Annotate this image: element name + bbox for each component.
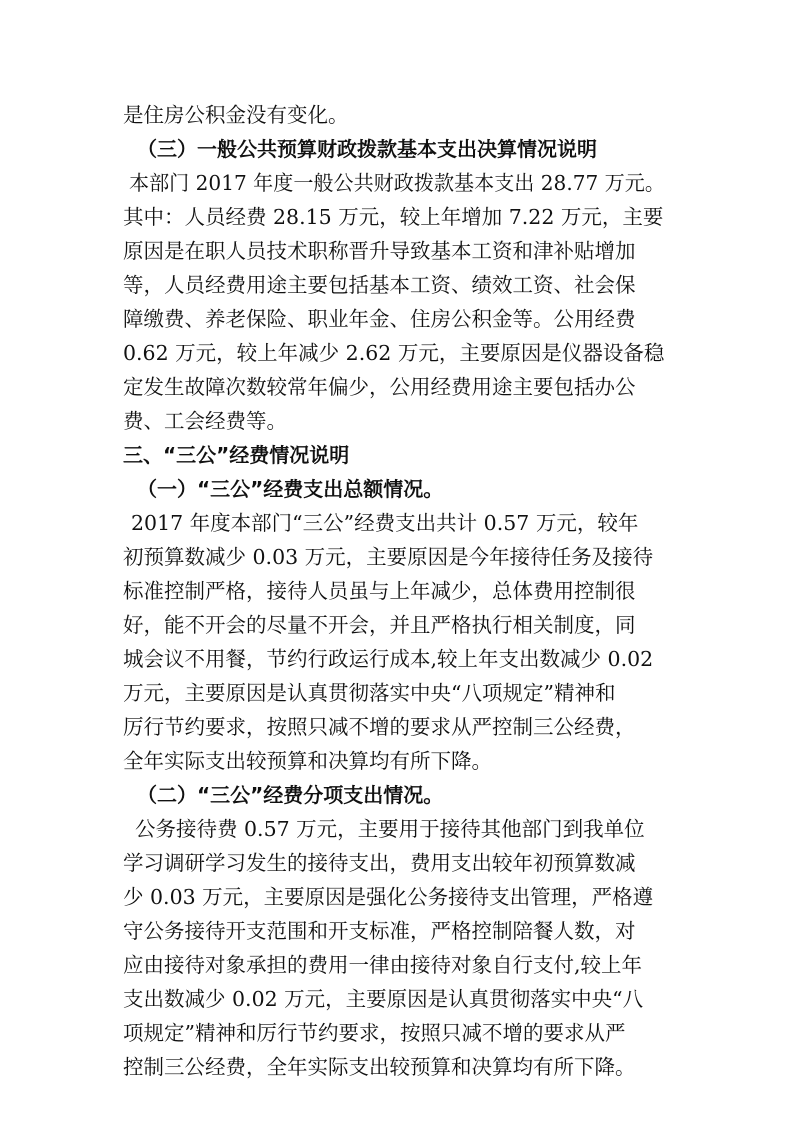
paragraph-line: 应由接待对象承担的费用一律由接待对象自行支付,较上年	[123, 953, 643, 977]
paragraph-line: 全年实际支出较预算和决算均有所下降。	[123, 749, 492, 773]
paragraph-line: 等，人员经费用途主要包括基本工资、绩效工资、社会保	[123, 273, 636, 297]
subsection-heading: （二）“三公”经费分项支出情况。	[137, 783, 444, 807]
paragraph-line: 初预算数减少 0.03 万元，主要原因是今年接待任务及接待	[123, 545, 654, 569]
paragraph-line: 是住房公积金没有变化。	[123, 103, 349, 127]
paragraph-line: 0.62 万元，较上年减少 2.62 万元，主要原因是仪器设备稳	[123, 341, 665, 365]
paragraph-line: 费、工会经费等。	[123, 409, 287, 433]
section-heading: 三、“三公”经费情况说明	[123, 443, 350, 467]
paragraph-line: 2017 年度本部门“三公”经费支出共计 0.57 万元，较年	[131, 511, 639, 535]
paragraph-line: 城会议不用餐，节约行政运行成本,较上年支出数减少 0.02	[123, 647, 654, 671]
paragraph-line: 定发生故障次数较常年偏少，公用经费用途主要包括办公	[123, 375, 636, 399]
paragraph-line: 支出数减少 0.02 万元，主要原因是认真贯彻落实中央“八	[123, 987, 644, 1011]
paragraph-line: 少 0.03 万元，主要原因是强化公务接待支出管理，严格遵	[123, 885, 654, 909]
paragraph-line: 本部门 2017 年度一般公共财政拨款基本支出 28.77 万元。	[129, 171, 665, 195]
subsection-heading: （一）“三公”经费支出总额情况。	[137, 477, 444, 501]
paragraph-line: 控制三公经费，全年实际支出较预算和决算均有所下降。	[123, 1055, 636, 1079]
paragraph-line: 厉行节约要求，按照只减不增的要求从严控制三公经费，	[123, 715, 636, 739]
paragraph-line: 障缴费、养老保险、职业年金、住房公积金等。公用经费	[123, 307, 636, 331]
paragraph-line: 学习调研学习发生的接待支出，费用支出较年初预算数减	[123, 851, 636, 875]
paragraph-line: 原因是在职人员技术职称晋升导致基本工资和津补贴增加	[123, 239, 636, 263]
paragraph-line: 好，能不开会的尽量不开会，并且严格执行相关制度，同	[123, 613, 636, 637]
paragraph-line: 守公务接待开支范围和开支标准，严格控制陪餐人数，对	[123, 919, 636, 943]
paragraph-line: 万元，主要原因是认真贯彻落实中央“八项规定”精神和	[123, 681, 616, 705]
paragraph-line: 项规定”精神和厉行节约要求，按照只减不增的要求从严	[123, 1021, 626, 1045]
paragraph-line: 标准控制严格，接待人员虽与上年减少，总体费用控制很	[123, 579, 636, 603]
paragraph-line: 公务接待费 0.57 万元，主要用于接待其他部门到我单位	[135, 817, 645, 841]
paragraph-line: 其中：人员经费 28.15 万元，较上年增加 7.22 万元，主要	[123, 205, 664, 229]
section-heading: （三）一般公共预算财政拨款基本支出决算情况说明	[137, 137, 597, 161]
